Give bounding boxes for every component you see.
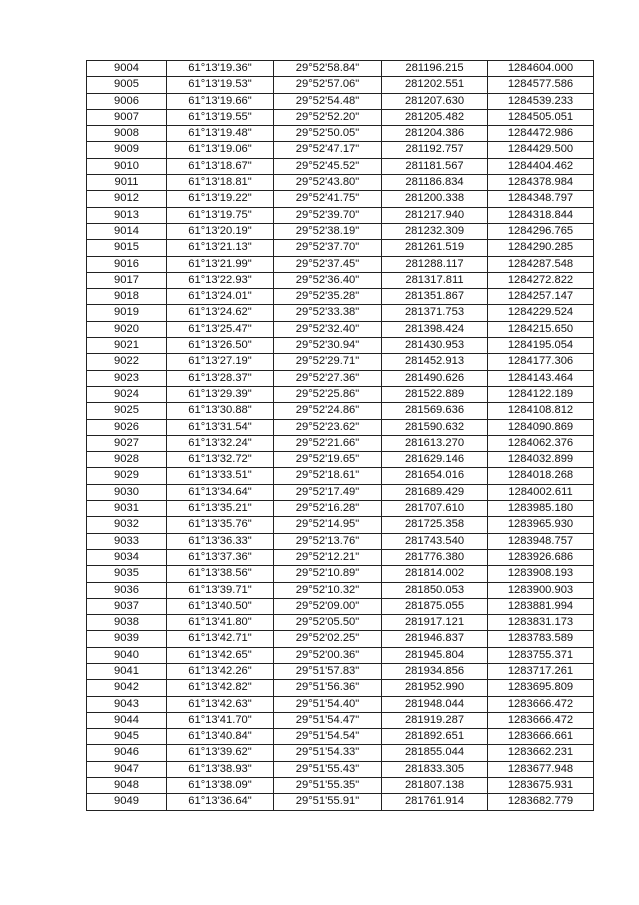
coordinate-sheet xyxy=(86,60,593,811)
longitude-cell: 61°13'42.71" xyxy=(167,631,274,647)
latitude-cell: 29°52'10.89" xyxy=(274,566,382,582)
table-row xyxy=(87,370,594,386)
x-coordinate-cell: 281200.338 xyxy=(382,191,488,207)
x-coordinate-cell: 281855.044 xyxy=(382,745,488,761)
longitude-cell: 61°13'19.36" xyxy=(167,61,274,77)
latitude-cell: 29°52'13.76" xyxy=(274,533,382,549)
x-coordinate-cell: 281850.053 xyxy=(382,582,488,598)
y-coordinate-cell: 1284290.285 xyxy=(488,240,594,256)
point-id-cell: 9020 xyxy=(87,321,167,337)
table-row xyxy=(87,566,594,582)
longitude-cell: 61°13'42.63" xyxy=(167,696,274,712)
y-coordinate-cell: 1283908.193 xyxy=(488,566,594,582)
point-id-cell: 9014 xyxy=(87,223,167,239)
table-row xyxy=(87,223,594,239)
longitude-cell: 61°13'34.64" xyxy=(167,484,274,500)
x-coordinate-cell: 281761.914 xyxy=(382,794,488,810)
point-id-cell: 9037 xyxy=(87,598,167,614)
point-id-cell: 9029 xyxy=(87,468,167,484)
x-coordinate-cell: 281196.215 xyxy=(382,61,488,77)
longitude-cell: 61°13'32.24" xyxy=(167,435,274,451)
latitude-cell: 29°52'09.00" xyxy=(274,598,382,614)
longitude-cell: 61°13'35.76" xyxy=(167,517,274,533)
x-coordinate-cell: 281707.610 xyxy=(382,501,488,517)
latitude-cell: 29°51'54.47" xyxy=(274,712,382,728)
table-row xyxy=(87,696,594,712)
point-id-cell: 9036 xyxy=(87,582,167,598)
point-id-cell: 9040 xyxy=(87,647,167,663)
x-coordinate-cell: 281217.940 xyxy=(382,207,488,223)
x-coordinate-cell: 281629.146 xyxy=(382,452,488,468)
latitude-cell: 29°51'54.40" xyxy=(274,696,382,712)
point-id-cell: 9016 xyxy=(87,256,167,272)
table-row xyxy=(87,142,594,158)
y-coordinate-cell: 1284505.051 xyxy=(488,109,594,125)
y-coordinate-cell: 1284215.650 xyxy=(488,321,594,337)
latitude-cell: 29°51'54.54" xyxy=(274,729,382,745)
latitude-cell: 29°52'02.25" xyxy=(274,631,382,647)
point-id-cell: 9027 xyxy=(87,435,167,451)
y-coordinate-cell: 1284018.268 xyxy=(488,468,594,484)
latitude-cell: 29°52'52.20" xyxy=(274,109,382,125)
point-id-cell: 9019 xyxy=(87,305,167,321)
x-coordinate-cell: 281743.540 xyxy=(382,533,488,549)
latitude-cell: 29°52'38.19" xyxy=(274,223,382,239)
x-coordinate-cell: 281689.429 xyxy=(382,484,488,500)
longitude-cell: 61°13'26.50" xyxy=(167,338,274,354)
x-coordinate-cell: 281288.117 xyxy=(382,256,488,272)
point-id-cell: 9005 xyxy=(87,77,167,93)
point-id-cell: 9025 xyxy=(87,403,167,419)
x-coordinate-cell: 281919.287 xyxy=(382,712,488,728)
latitude-cell: 29°51'55.43" xyxy=(274,761,382,777)
table-row xyxy=(87,93,594,109)
y-coordinate-cell: 1283666.472 xyxy=(488,712,594,728)
point-id-cell: 9021 xyxy=(87,338,167,354)
point-id-cell: 9041 xyxy=(87,663,167,679)
y-coordinate-cell: 1284229.524 xyxy=(488,305,594,321)
table-row xyxy=(87,435,594,451)
x-coordinate-cell: 281205.482 xyxy=(382,109,488,125)
table-row xyxy=(87,663,594,679)
y-coordinate-cell: 1284002.611 xyxy=(488,484,594,500)
latitude-cell: 29°51'55.35" xyxy=(274,778,382,794)
table-row xyxy=(87,517,594,533)
y-coordinate-cell: 1284404.462 xyxy=(488,158,594,174)
point-id-cell: 9042 xyxy=(87,680,167,696)
y-coordinate-cell: 1284108.812 xyxy=(488,403,594,419)
longitude-cell: 61°13'38.56" xyxy=(167,566,274,582)
y-coordinate-cell: 1283717.261 xyxy=(488,663,594,679)
latitude-cell: 29°52'54.48" xyxy=(274,93,382,109)
latitude-cell: 29°52'16.28" xyxy=(274,501,382,517)
latitude-cell: 29°52'12.21" xyxy=(274,549,382,565)
latitude-cell: 29°52'14.95" xyxy=(274,517,382,533)
latitude-cell: 29°52'24.86" xyxy=(274,403,382,419)
x-coordinate-cell: 281654.016 xyxy=(382,468,488,484)
table-row xyxy=(87,305,594,321)
longitude-cell: 61°13'31.54" xyxy=(167,419,274,435)
longitude-cell: 61°13'19.75" xyxy=(167,207,274,223)
point-id-cell: 9004 xyxy=(87,61,167,77)
y-coordinate-cell: 1283666.472 xyxy=(488,696,594,712)
longitude-cell: 61°13'20.19" xyxy=(167,223,274,239)
y-coordinate-cell: 1284090.869 xyxy=(488,419,594,435)
x-coordinate-cell: 281946.837 xyxy=(382,631,488,647)
table-row xyxy=(87,272,594,288)
x-coordinate-cell: 281371.753 xyxy=(382,305,488,321)
y-coordinate-cell: 1284062.376 xyxy=(488,435,594,451)
y-coordinate-cell: 1283662.231 xyxy=(488,745,594,761)
point-id-cell: 9033 xyxy=(87,533,167,549)
x-coordinate-cell: 281204.386 xyxy=(382,126,488,142)
longitude-cell: 61°13'19.53" xyxy=(167,77,274,93)
point-id-cell: 9039 xyxy=(87,631,167,647)
y-coordinate-cell: 1284348.797 xyxy=(488,191,594,207)
x-coordinate-cell: 281569.636 xyxy=(382,403,488,419)
longitude-cell: 61°13'29.39" xyxy=(167,386,274,402)
x-coordinate-cell: 281725.358 xyxy=(382,517,488,533)
latitude-cell: 29°52'25.86" xyxy=(274,386,382,402)
latitude-cell: 29°51'56.36" xyxy=(274,680,382,696)
longitude-cell: 61°13'33.51" xyxy=(167,468,274,484)
longitude-cell: 61°13'19.55" xyxy=(167,109,274,125)
latitude-cell: 29°51'55.91" xyxy=(274,794,382,810)
point-id-cell: 9034 xyxy=(87,549,167,565)
longitude-cell: 61°13'42.26" xyxy=(167,663,274,679)
table-row xyxy=(87,549,594,565)
longitude-cell: 61°13'27.19" xyxy=(167,354,274,370)
point-id-cell: 9024 xyxy=(87,386,167,402)
y-coordinate-cell: 1283682.779 xyxy=(488,794,594,810)
longitude-cell: 61°13'39.62" xyxy=(167,745,274,761)
y-coordinate-cell: 1284318.844 xyxy=(488,207,594,223)
latitude-cell: 29°52'47.17" xyxy=(274,142,382,158)
latitude-cell: 29°52'41.75" xyxy=(274,191,382,207)
y-coordinate-cell: 1284472.986 xyxy=(488,126,594,142)
latitude-cell: 29°51'57.83" xyxy=(274,663,382,679)
point-id-cell: 9028 xyxy=(87,452,167,468)
y-coordinate-cell: 1283881.994 xyxy=(488,598,594,614)
latitude-cell: 29°52'37.70" xyxy=(274,240,382,256)
x-coordinate-cell: 281452.913 xyxy=(382,354,488,370)
table-row xyxy=(87,126,594,142)
y-coordinate-cell: 1284272.822 xyxy=(488,272,594,288)
latitude-cell: 29°52'23.62" xyxy=(274,419,382,435)
longitude-cell: 61°13'38.93" xyxy=(167,761,274,777)
longitude-cell: 61°13'42.65" xyxy=(167,647,274,663)
x-coordinate-cell: 281776.380 xyxy=(382,549,488,565)
x-coordinate-cell: 281207.630 xyxy=(382,93,488,109)
table-row xyxy=(87,631,594,647)
point-id-cell: 9026 xyxy=(87,419,167,435)
x-coordinate-cell: 281202.551 xyxy=(382,77,488,93)
x-coordinate-cell: 281522.889 xyxy=(382,386,488,402)
y-coordinate-cell: 1283675.931 xyxy=(488,778,594,794)
latitude-cell: 29°51'54.33" xyxy=(274,745,382,761)
point-id-cell: 9046 xyxy=(87,745,167,761)
longitude-cell: 61°13'32.72" xyxy=(167,452,274,468)
longitude-cell: 61°13'22.93" xyxy=(167,272,274,288)
coordinates-table-body xyxy=(87,61,594,811)
table-row xyxy=(87,778,594,794)
longitude-cell: 61°13'24.62" xyxy=(167,305,274,321)
table-row xyxy=(87,207,594,223)
table-row xyxy=(87,729,594,745)
y-coordinate-cell: 1284429.500 xyxy=(488,142,594,158)
point-id-cell: 9008 xyxy=(87,126,167,142)
point-id-cell: 9010 xyxy=(87,158,167,174)
table-row xyxy=(87,289,594,305)
y-coordinate-cell: 1284378.984 xyxy=(488,175,594,191)
point-id-cell: 9015 xyxy=(87,240,167,256)
longitude-cell: 61°13'40.50" xyxy=(167,598,274,614)
longitude-cell: 61°13'19.06" xyxy=(167,142,274,158)
longitude-cell: 61°13'42.82" xyxy=(167,680,274,696)
table-row xyxy=(87,647,594,663)
longitude-cell: 61°13'18.81" xyxy=(167,175,274,191)
y-coordinate-cell: 1284122.189 xyxy=(488,386,594,402)
table-row xyxy=(87,582,594,598)
point-id-cell: 9043 xyxy=(87,696,167,712)
y-coordinate-cell: 1284577.586 xyxy=(488,77,594,93)
x-coordinate-cell: 281430.953 xyxy=(382,338,488,354)
point-id-cell: 9023 xyxy=(87,370,167,386)
table-row xyxy=(87,175,594,191)
latitude-cell: 29°52'57.06" xyxy=(274,77,382,93)
y-coordinate-cell: 1283755.371 xyxy=(488,647,594,663)
y-coordinate-cell: 1283985.180 xyxy=(488,501,594,517)
longitude-cell: 61°13'21.99" xyxy=(167,256,274,272)
x-coordinate-cell: 281613.270 xyxy=(382,435,488,451)
x-coordinate-cell: 281807.138 xyxy=(382,778,488,794)
table-row xyxy=(87,598,594,614)
point-id-cell: 9045 xyxy=(87,729,167,745)
y-coordinate-cell: 1284032.899 xyxy=(488,452,594,468)
latitude-cell: 29°52'33.38" xyxy=(274,305,382,321)
point-id-cell: 9006 xyxy=(87,93,167,109)
longitude-cell: 61°13'19.22" xyxy=(167,191,274,207)
point-id-cell: 9048 xyxy=(87,778,167,794)
table-row xyxy=(87,484,594,500)
y-coordinate-cell: 1284539.233 xyxy=(488,93,594,109)
y-coordinate-cell: 1283783.589 xyxy=(488,631,594,647)
x-coordinate-cell: 281952.990 xyxy=(382,680,488,696)
y-coordinate-cell: 1284287.548 xyxy=(488,256,594,272)
latitude-cell: 29°52'37.45" xyxy=(274,256,382,272)
longitude-cell: 61°13'36.33" xyxy=(167,533,274,549)
point-id-cell: 9007 xyxy=(87,109,167,125)
table-row xyxy=(87,452,594,468)
point-id-cell: 9047 xyxy=(87,761,167,777)
latitude-cell: 29°52'00.36" xyxy=(274,647,382,663)
latitude-cell: 29°52'50.05" xyxy=(274,126,382,142)
longitude-cell: 61°13'41.70" xyxy=(167,712,274,728)
x-coordinate-cell: 281490.626 xyxy=(382,370,488,386)
table-row xyxy=(87,109,594,125)
longitude-cell: 61°13'35.21" xyxy=(167,501,274,517)
latitude-cell: 29°52'58.84" xyxy=(274,61,382,77)
y-coordinate-cell: 1283666.661 xyxy=(488,729,594,745)
point-id-cell: 9031 xyxy=(87,501,167,517)
longitude-cell: 61°13'19.48" xyxy=(167,126,274,142)
longitude-cell: 61°13'41.80" xyxy=(167,615,274,631)
y-coordinate-cell: 1283900.903 xyxy=(488,582,594,598)
y-coordinate-cell: 1284143.464 xyxy=(488,370,594,386)
x-coordinate-cell: 281875.055 xyxy=(382,598,488,614)
latitude-cell: 29°52'10.32" xyxy=(274,582,382,598)
table-row xyxy=(87,403,594,419)
latitude-cell: 29°52'43.80" xyxy=(274,175,382,191)
point-id-cell: 9009 xyxy=(87,142,167,158)
table-row xyxy=(87,680,594,696)
longitude-cell: 61°13'24.01" xyxy=(167,289,274,305)
latitude-cell: 29°52'45.52" xyxy=(274,158,382,174)
x-coordinate-cell: 281945.804 xyxy=(382,647,488,663)
y-coordinate-cell: 1284296.765 xyxy=(488,223,594,239)
x-coordinate-cell: 281398.424 xyxy=(382,321,488,337)
latitude-cell: 29°52'35.28" xyxy=(274,289,382,305)
table-row xyxy=(87,501,594,517)
point-id-cell: 9032 xyxy=(87,517,167,533)
y-coordinate-cell: 1283965.930 xyxy=(488,517,594,533)
longitude-cell: 61°13'21.13" xyxy=(167,240,274,256)
x-coordinate-cell: 281814.002 xyxy=(382,566,488,582)
point-id-cell: 9030 xyxy=(87,484,167,500)
x-coordinate-cell: 281351.867 xyxy=(382,289,488,305)
table-row xyxy=(87,533,594,549)
x-coordinate-cell: 281186.834 xyxy=(382,175,488,191)
latitude-cell: 29°52'19.65" xyxy=(274,452,382,468)
point-id-cell: 9018 xyxy=(87,289,167,305)
longitude-cell: 61°13'38.09" xyxy=(167,778,274,794)
longitude-cell: 61°13'36.64" xyxy=(167,794,274,810)
latitude-cell: 29°52'21.66" xyxy=(274,435,382,451)
y-coordinate-cell: 1283695.809 xyxy=(488,680,594,696)
y-coordinate-cell: 1284195.054 xyxy=(488,338,594,354)
y-coordinate-cell: 1283948.757 xyxy=(488,533,594,549)
point-id-cell: 9038 xyxy=(87,615,167,631)
table-row xyxy=(87,419,594,435)
point-id-cell: 9012 xyxy=(87,191,167,207)
y-coordinate-cell: 1283677.948 xyxy=(488,761,594,777)
coordinates-table xyxy=(86,60,594,811)
point-id-cell: 9011 xyxy=(87,175,167,191)
table-row xyxy=(87,615,594,631)
table-row xyxy=(87,77,594,93)
longitude-cell: 61°13'37.36" xyxy=(167,549,274,565)
x-coordinate-cell: 281917.121 xyxy=(382,615,488,631)
point-id-cell: 9044 xyxy=(87,712,167,728)
y-coordinate-cell: 1284604.000 xyxy=(488,61,594,77)
latitude-cell: 29°52'29.71" xyxy=(274,354,382,370)
longitude-cell: 61°13'39.71" xyxy=(167,582,274,598)
longitude-cell: 61°13'25.47" xyxy=(167,321,274,337)
latitude-cell: 29°52'39.70" xyxy=(274,207,382,223)
latitude-cell: 29°52'36.40" xyxy=(274,272,382,288)
x-coordinate-cell: 281892.651 xyxy=(382,729,488,745)
x-coordinate-cell: 281833.305 xyxy=(382,761,488,777)
latitude-cell: 29°52'18.61" xyxy=(274,468,382,484)
y-coordinate-cell: 1283926.686 xyxy=(488,549,594,565)
table-row xyxy=(87,745,594,761)
table-row xyxy=(87,321,594,337)
y-coordinate-cell: 1283831.173 xyxy=(488,615,594,631)
table-row xyxy=(87,61,594,77)
point-id-cell: 9022 xyxy=(87,354,167,370)
point-id-cell: 9017 xyxy=(87,272,167,288)
latitude-cell: 29°52'27.36" xyxy=(274,370,382,386)
table-row xyxy=(87,354,594,370)
table-row xyxy=(87,191,594,207)
table-row xyxy=(87,240,594,256)
longitude-cell: 61°13'40.84" xyxy=(167,729,274,745)
x-coordinate-cell: 281934.856 xyxy=(382,663,488,679)
x-coordinate-cell: 281192.757 xyxy=(382,142,488,158)
latitude-cell: 29°52'30.94" xyxy=(274,338,382,354)
latitude-cell: 29°52'32.40" xyxy=(274,321,382,337)
longitude-cell: 61°13'18.67" xyxy=(167,158,274,174)
x-coordinate-cell: 281317.811 xyxy=(382,272,488,288)
table-row xyxy=(87,712,594,728)
table-row xyxy=(87,794,594,810)
table-row xyxy=(87,256,594,272)
longitude-cell: 61°13'28.37" xyxy=(167,370,274,386)
table-row xyxy=(87,338,594,354)
point-id-cell: 9049 xyxy=(87,794,167,810)
x-coordinate-cell: 281261.519 xyxy=(382,240,488,256)
longitude-cell: 61°13'30.88" xyxy=(167,403,274,419)
table-row xyxy=(87,761,594,777)
x-coordinate-cell: 281232.309 xyxy=(382,223,488,239)
x-coordinate-cell: 281590.632 xyxy=(382,419,488,435)
table-row xyxy=(87,468,594,484)
table-row xyxy=(87,386,594,402)
y-coordinate-cell: 1284257.147 xyxy=(488,289,594,305)
point-id-cell: 9013 xyxy=(87,207,167,223)
latitude-cell: 29°52'05.50" xyxy=(274,615,382,631)
x-coordinate-cell: 281181.567 xyxy=(382,158,488,174)
longitude-cell: 61°13'19.66" xyxy=(167,93,274,109)
latitude-cell: 29°52'17.49" xyxy=(274,484,382,500)
point-id-cell: 9035 xyxy=(87,566,167,582)
y-coordinate-cell: 1284177.306 xyxy=(488,354,594,370)
x-coordinate-cell: 281948.044 xyxy=(382,696,488,712)
table-row xyxy=(87,158,594,174)
